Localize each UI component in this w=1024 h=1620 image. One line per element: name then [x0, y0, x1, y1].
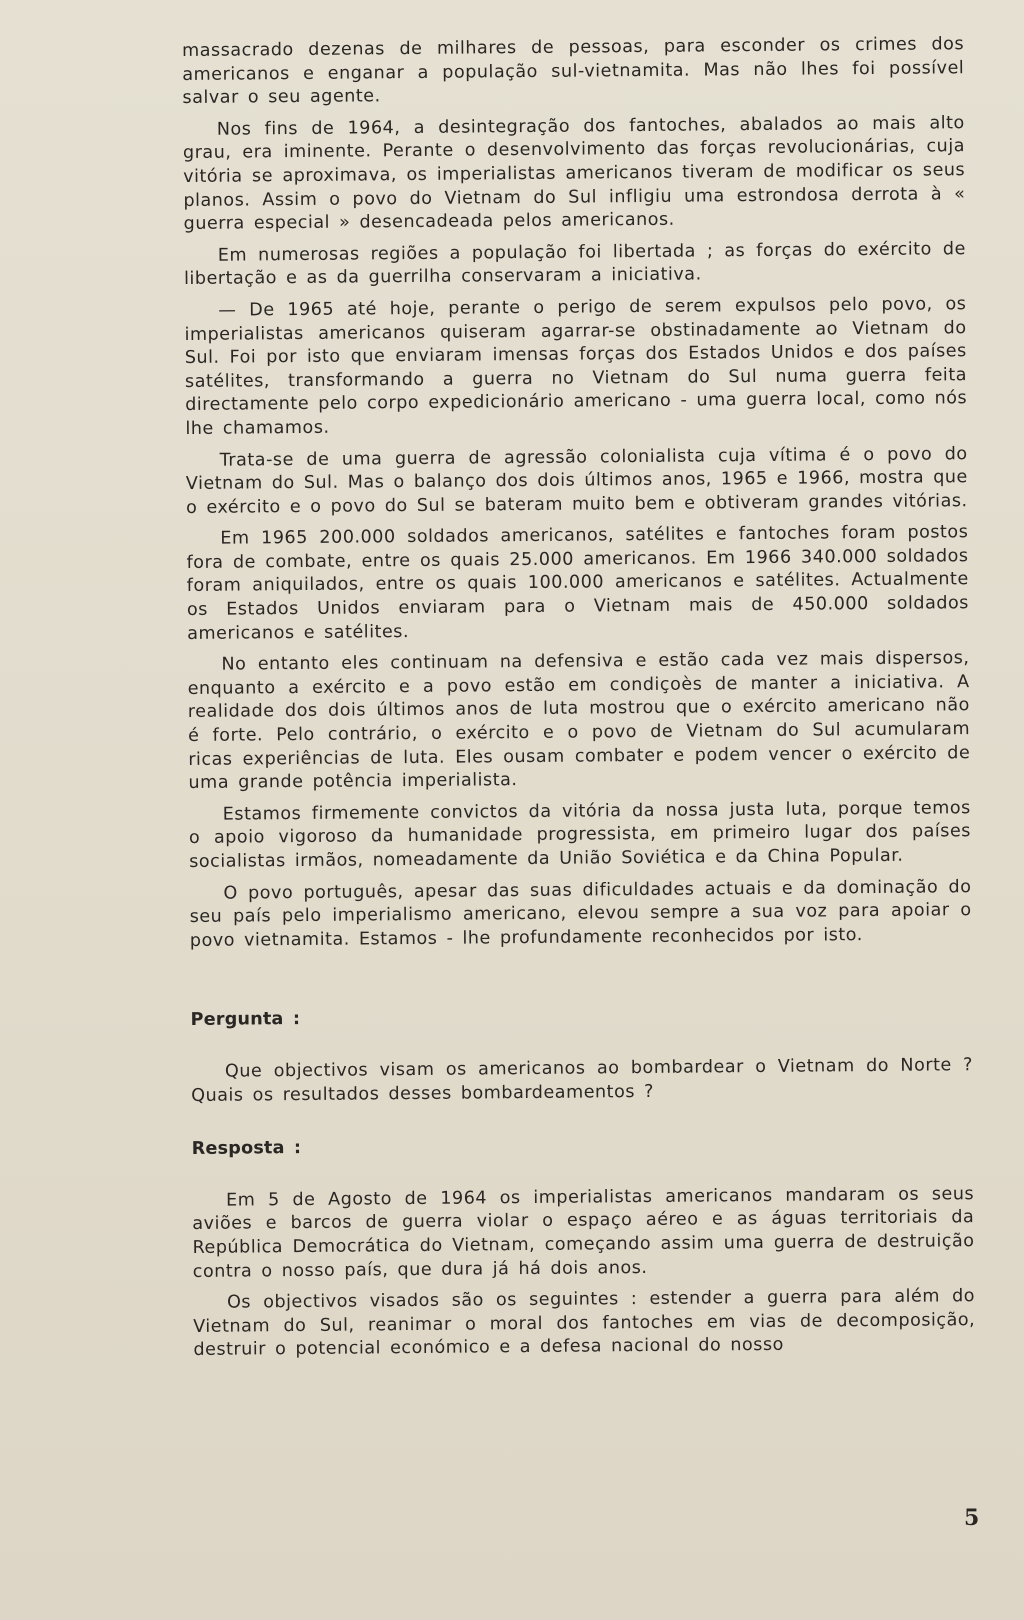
answer-label: Resposta :: [191, 1138, 302, 1160]
paragraph: No entanto eles continuam na defensiva e estão cada vez mais dispersos, enquanto a exército e a povo estão em condiçoès de manter a iniciativa. A realidade dos dois últimos anos de luta mostrou que o exército americano não é forte. Pelo contrário, o exército e o povo de Vietnam do Sul acumularam ricas experiências de luta. Eles ousam combater e podem vencer o exército de uma grande potência imperialista.: [187, 648, 971, 794]
paragraph: Nos fins de 1964, a desintegração dos fantoches, abalados ao mais alto grau, era iminente. Perante o desenvolvimento das forças revolucionárias, cuja vitória se aproximava, os imperialistas americanos tiveram de modificar os seus planos. Assim o povo do Vietnam do Sul infligiu uma estrondosa derrota à « guerra especial » desencadeada pelos americanos.: [182, 112, 966, 235]
question-text: Que objectivos visam os americanos ao bombardear o Vietnam do Norte ? Quais os resultados desses bombardeamentos ?: [191, 1055, 974, 1106]
paragraph: O povo português, apesar das suas dificuldades actuais e da dominação do seu país pelo imperialismo americano, elevou sempre a sua voz para apoiar o povo vietnamita. Estamos - lhe profundamente reconhecidos por isto.: [189, 876, 972, 951]
answer-paragraph: Os objectivos visados são os seguintes : estender a guerra para além do Vietnam do Sul, reanimar o moral dos fantoches em vias de decomposição, destruir o potencial económico e a defesa nacional do nosso: [193, 1286, 976, 1361]
answer-paragraph: Em 5 de Agosto de 1964 os imperialistas americanos mandaram os seus aviões e barcos de guerra violar o espaço aéreo e as águas territoriais da República Democrática do Vietnam, começando assim uma guerra de destruição contra o nosso país, que dura já há dois anos.: [192, 1183, 975, 1282]
page-body: [182, 33, 976, 1371]
paragraph: Em numerosas regiões a população foi libertada ; as forças do exército de libertação e as da guerrilha conservaram a iniciativa.: [184, 238, 966, 290]
paragraph: Estamos firmemente convictos da vitória da nossa justa luta, porque temos o apoio vigoroso da humanidade progressista, em primeiro lugar dos países socialistas irmãos, nomeadamente da União Soviética e da China Popular.: [188, 797, 972, 872]
paragraph: — De 1965 até hoje, perante o perigo de serem expulsos pelo povo, os imperialistas americanos quiseram agarrar-se obstinadamente ao Vietnam do Sul. Foi por isto que enviaram imensas forças dos Estados Unidos e dos países satélites, transformando a guerra no Vietnam do Sul numa guerra feita directamente pelo corpo expedicionário americano - uma guerra local, como nós lhe chamamos.: [184, 294, 968, 439]
paragraph: Trata-se de uma guerra de agressão colonialista cuja vítima é o povo do Vietnam do Sul. Mas o balanço dos dois últimos anos, 1965 e 1966, mostra que o exército e o povo do Sul se bateram muito bem e obtiveram grandes vitórias.: [185, 443, 968, 518]
question-label: Pergunta :: [190, 1009, 301, 1031]
section-spacer: [190, 955, 972, 1010]
paragraph: Em 1965 200.000 soldados americanos, satélites e fantoches foram postos fora de combate, entre os quais 25.000 americanos. Em 1966 340.000 soldados foram aniquilados, entre os quais 100.000 americanos e satélites. Actualmente os Estados Unidos enviaram para o Vietnam mais de 450.000 soldados americanos e satélites.: [186, 522, 970, 644]
page-number: 5: [964, 1505, 980, 1531]
paragraph: massacrado dezenas de milhares de pessoas, para esconder os crimes dos americanos e enganar a população sul-vietnamita. Mas não lhes foi possível salvar o seu agente.: [182, 34, 965, 109]
